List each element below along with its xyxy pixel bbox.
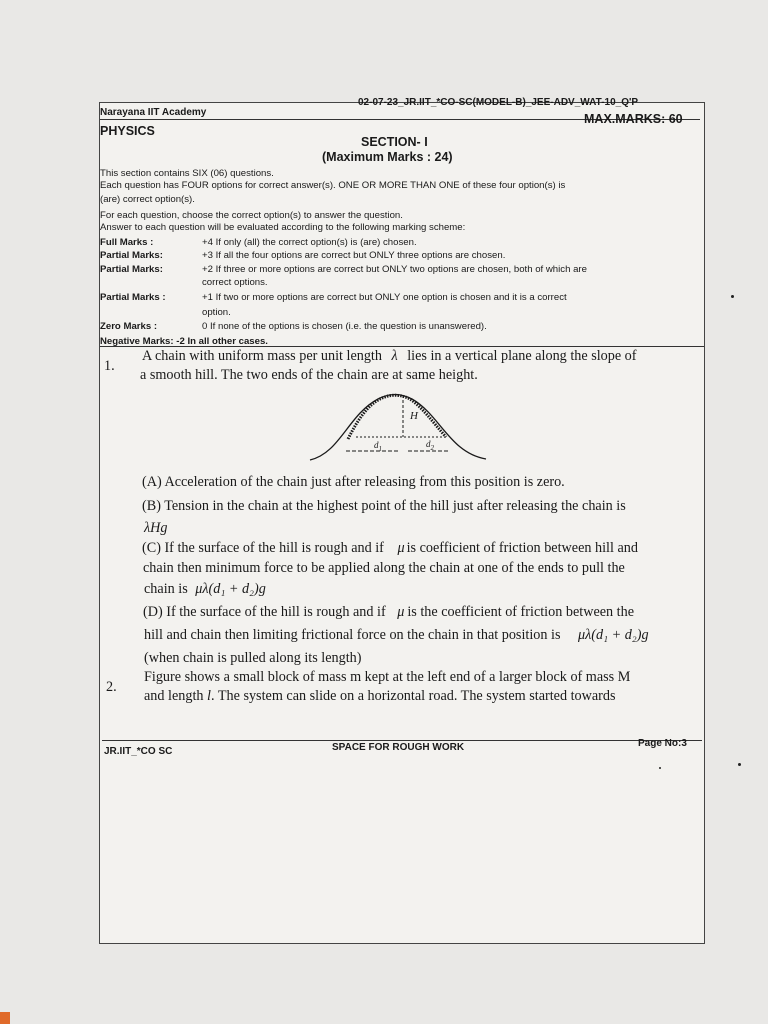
chain — [348, 395, 446, 439]
max-marks: MAX.MARKS: 60 — [584, 112, 683, 126]
stray-mark — [731, 295, 734, 298]
scheme-row — [100, 264, 587, 276]
instruction-line: Answer to each question will be evaluated according to the following marking scheme: — [100, 222, 466, 233]
question-text: a smooth hill. The two ends of the chain are at same height. — [140, 367, 478, 383]
d2-letter: d — [426, 439, 431, 449]
scheme-row — [100, 292, 567, 304]
d1-letter: d — [374, 440, 379, 450]
question-text-part: lies in a vertical plane along the slope of — [407, 348, 637, 364]
option-c — [142, 538, 638, 558]
option-b: (B) Tension in the chain at the highest point of the hill just after releasing the chain is — [142, 498, 626, 514]
option-d-line2 — [144, 625, 649, 645]
footer-center: SPACE FOR ROUGH WORK — [332, 742, 465, 753]
instruction-line: For each question, choose the correct option(s) to answer the question. — [100, 210, 403, 221]
scheme-cont: option. — [202, 307, 231, 318]
d2-subscript: 2 — [430, 443, 434, 452]
scheme-text: +4 If only (all) the correct option(s) is (are) chosen. — [202, 237, 417, 248]
question-text — [144, 686, 616, 706]
instruction-line: (are) correct option(s). — [100, 194, 195, 205]
option-c-text: (C) If the surface of the hill is rough and if — [142, 540, 384, 556]
question-text — [142, 346, 637, 366]
corner-mark — [0, 1012, 10, 1024]
option-d-line3: (when chain is pulled along its length) — [144, 650, 362, 666]
scheme-label: Partial Marks: — [100, 264, 163, 275]
stray-mark — [659, 767, 661, 769]
question-text-part: and length — [144, 688, 204, 704]
option-b-formula: λHg — [144, 520, 168, 536]
option-c-line2: chain then minimum force to be applied along the chain at one of the ends to pull the — [143, 560, 625, 576]
option-d — [143, 602, 634, 622]
fig-label-H: H — [410, 410, 418, 422]
d1-subscript: 1 — [378, 444, 382, 453]
scheme-text: +3 If all the four options are correct but ONLY three options are chosen. — [202, 250, 506, 261]
option-d-text: hill and chain then limiting frictional force on the chain in that position is — [144, 627, 561, 643]
scheme-text: +1 If two or more options are correct but ONLY one option is chosen and it is a correct — [202, 292, 567, 303]
lambda-symbol: λ — [391, 348, 398, 364]
page-number: Page No:3 — [638, 738, 687, 749]
option-c-text: chain is — [144, 581, 188, 597]
question-number: 1. — [104, 358, 115, 374]
option-c-formula: μλ(d₁ + d₂)g — [195, 581, 266, 597]
hill-curve — [310, 395, 486, 461]
option-d-text: is the coefficient of friction between the — [407, 604, 635, 620]
mu-symbol: μ — [397, 540, 405, 556]
question-text-part: . The system can slide on a horizontal road. The system started towards — [211, 688, 616, 704]
question-text-part: A chain with uniform mass per unit length — [142, 348, 382, 364]
instruction-line: Each question has FOUR options for correct answer(s). ONE OR MORE THAN ONE of these four option(s) is — [100, 180, 566, 191]
mu-symbol: μ — [397, 604, 405, 620]
instruction-line: This section contains SIX (06) questions. — [100, 168, 274, 179]
option-c-line3 — [144, 579, 266, 599]
scheme-text: 0 If none of the options is chosen (i.e. the question is unanswered). — [202, 321, 487, 332]
hill-figure — [300, 385, 490, 465]
scheme-label: Full Marks : — [100, 237, 154, 248]
scheme-text: +2 If three or more options are correct but ONLY two options are chosen, both of which are — [202, 264, 587, 275]
subject-title: PHYSICS — [100, 124, 155, 138]
fig-label-d2 — [426, 439, 434, 452]
stray-mark — [738, 763, 741, 766]
footer-rule — [102, 740, 702, 741]
section-max-marks: (Maximum Marks : 24) — [322, 150, 453, 164]
section-title: SECTION- I — [361, 135, 428, 149]
negative-marks: Negative Marks: -2 In all other cases. — [100, 336, 268, 347]
paper-code: 02-07-23_JR.IIT_*CO-SC(MODEL-B)_JEE-ADV_WAT-10_Q'P — [358, 97, 639, 108]
scheme-row — [100, 250, 505, 262]
scheme-label: Partial Marks : — [100, 292, 166, 303]
question-text: Figure shows a small block of mass m kept at the left end of a larger block of mass M — [144, 669, 631, 685]
scheme-label: Partial Marks: — [100, 250, 163, 261]
option-d-formula: μλ(d₁ + d₂)g — [578, 627, 649, 643]
scheme-row — [100, 321, 487, 333]
scheme-cont: correct options. — [202, 277, 268, 288]
scheme-row — [100, 237, 417, 249]
question-number: 2. — [106, 679, 117, 695]
option-a: (A) Acceleration of the chain just after releasing from this position is zero. — [142, 474, 565, 490]
length-symbol: l — [207, 688, 211, 704]
footer-left: JR.IIT_*CO SC — [104, 746, 173, 757]
scheme-label: Zero Marks : — [100, 321, 158, 332]
fig-label-d1 — [374, 440, 382, 453]
option-d-text: (D) If the surface of the hill is rough and if — [143, 604, 386, 620]
academy-name: Narayana IIT Academy — [100, 107, 207, 118]
option-c-text: is coefficient of friction between hill and — [406, 540, 638, 556]
